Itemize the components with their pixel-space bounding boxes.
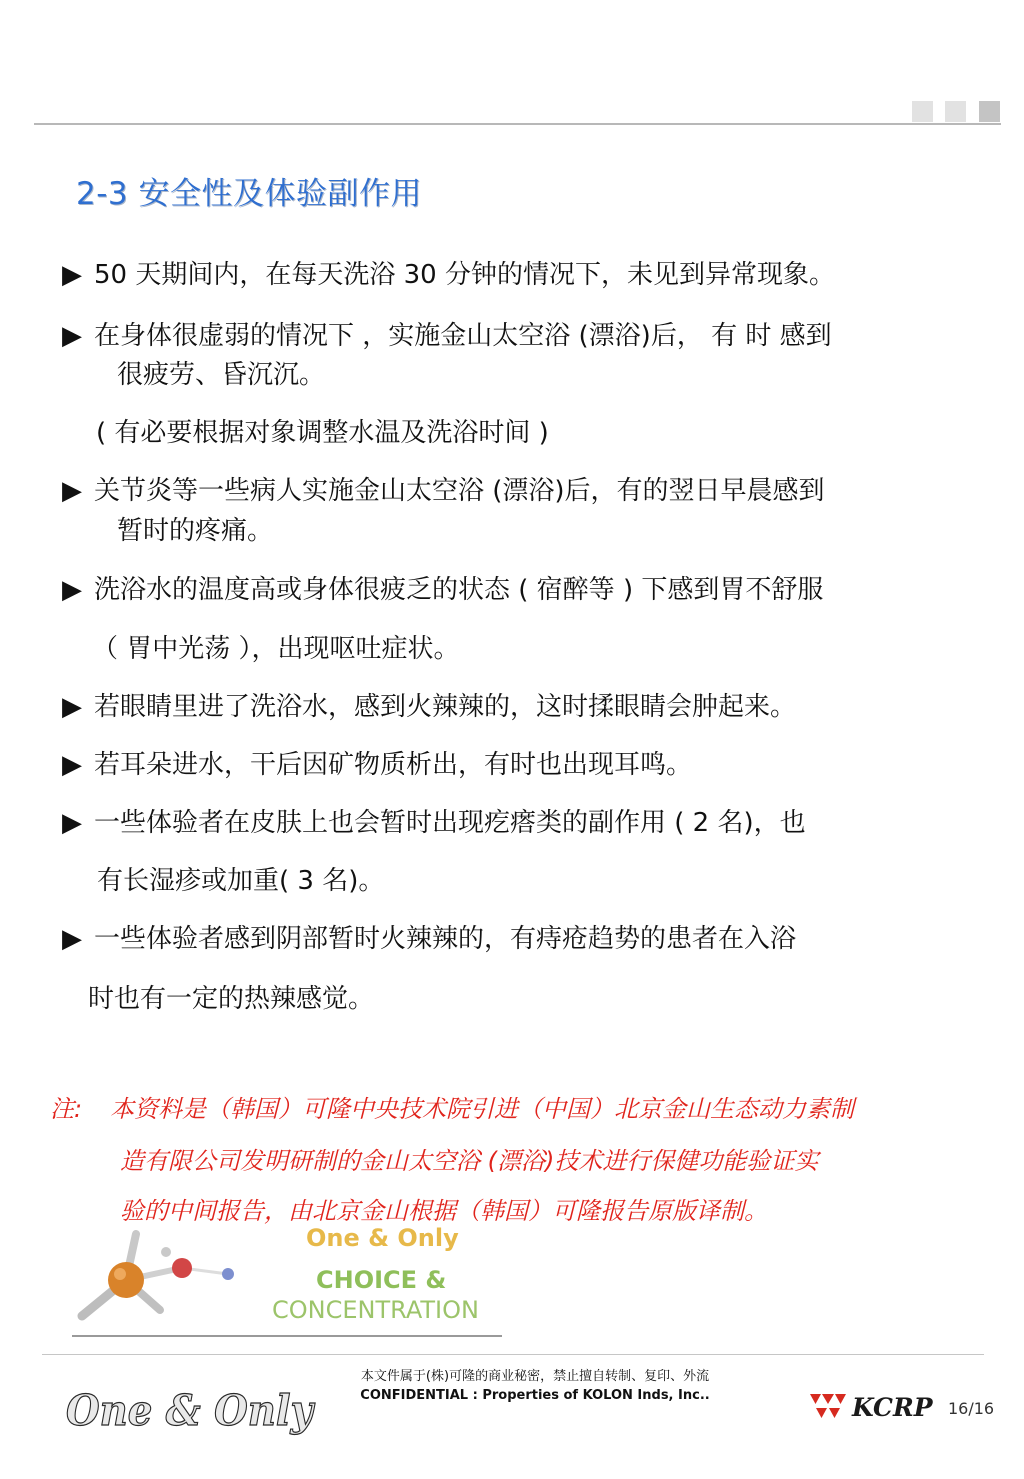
footer-confidential-en: CONFIDENTIAL : Properties of KOLON Inds, Inc.. bbox=[360, 1388, 710, 1403]
note-line-2: 造有限公司发明研制的金山太空浴 (漂浴)技术进行保健功能验证实 bbox=[120, 1147, 819, 1175]
note-line-1: 本资料是（韩国）可隆中央技术院引进（中国）北京金山生态动力素制 bbox=[110, 1095, 854, 1123]
deco-square-1 bbox=[912, 101, 933, 122]
logo-choice: CHOICE & bbox=[316, 1266, 447, 1294]
note-line-3: 验的中间报告，由北京金山根据（韩国）可隆报告原版译制。 bbox=[120, 1197, 768, 1225]
bullet-line-1: ▶ 50 天期间内，在每天洗浴 30 分钟的情况下，未见到异常现象。 bbox=[62, 260, 835, 290]
bullet-icon: ▶ bbox=[62, 575, 82, 605]
bullet-line-2-cont: 很疲劳、昏沉沉。 bbox=[117, 360, 326, 390]
bullet-icon: ▶ bbox=[62, 750, 82, 780]
bullet-icon: ▶ bbox=[62, 692, 82, 722]
logo-one-and-only: One & Only bbox=[306, 1224, 459, 1252]
bullet-line-5: ▶ 若眼睛里进了洗浴水，感到火辣辣的，这时揉眼睛会肿起来。 bbox=[62, 692, 797, 722]
bullet-line-4: ▶ 洗浴水的温度高或身体很疲乏的状态 ( 宿醉等 ) 下感到胃不舒服 bbox=[62, 575, 824, 605]
deco-square-2 bbox=[945, 101, 966, 122]
bullet-icon: ▶ bbox=[62, 321, 82, 351]
logo-concentration: CONCENTRATION bbox=[272, 1296, 479, 1324]
logo-underline bbox=[72, 1335, 502, 1337]
bullet-line-4-cont: （ 胃中光荡 ），出现呕吐症状。 bbox=[92, 634, 460, 664]
bullet-line-8-cont: 时也有一定的热辣感觉。 bbox=[88, 984, 375, 1014]
footer-divider bbox=[42, 1354, 984, 1355]
deco-square-3 bbox=[979, 101, 1000, 122]
bullet-icon: ▶ bbox=[62, 476, 82, 506]
bullet-icon: ▶ bbox=[62, 924, 82, 954]
note-label: 注: bbox=[50, 1095, 83, 1123]
bullet-icon: ▶ bbox=[62, 260, 82, 290]
page-title: 2-3 安全性及体验副作用 bbox=[76, 176, 422, 212]
bullet-icon: ▶ bbox=[62, 808, 82, 838]
page-number: 16/16 bbox=[948, 1399, 995, 1418]
footer-brand-script: One & Only bbox=[66, 1386, 314, 1435]
header-divider bbox=[34, 123, 1001, 125]
bullet-line-3: ▶ 关节炎等一些病人实施金山太空浴 (漂浴)后，有的翌日早晨感到 bbox=[62, 476, 825, 506]
footer-confidential-cn: 本文件属于(株)可隆的商业秘密，禁止擅自转制、复印、外流 bbox=[360, 1369, 710, 1384]
bullet-line-8: ▶ 一些体验者感到阴部暂时火辣辣的，有痔疮趋势的患者在入浴 bbox=[62, 924, 797, 954]
bullet-line-3-cont: 暂时的疼痛。 bbox=[117, 516, 274, 546]
bullet-line-2: ▶ 在身体很虚弱的情况下 ，实施金山太空浴 (漂浴)后， 有 时 感到 bbox=[62, 321, 832, 351]
molecule-graphic bbox=[62, 1222, 262, 1334]
bullet-line-7: ▶ 一些体验者在皮肤上也会暂时出现疙瘩类的副作用 ( 2 名)，也 bbox=[62, 808, 806, 838]
kolon-logo-icon bbox=[808, 1392, 848, 1426]
footer-brand-kcrp: KCRP bbox=[852, 1393, 933, 1422]
paren-note-line: ( 有必要根据对象调整水温及洗浴时间 ) bbox=[96, 418, 549, 448]
bullet-line-6: ▶ 若耳朵进水，干后因矿物质析出，有时也出现耳鸣。 bbox=[62, 750, 693, 780]
bullet-line-7-cont: 有长湿疹或加重( 3 名)。 bbox=[97, 866, 385, 896]
